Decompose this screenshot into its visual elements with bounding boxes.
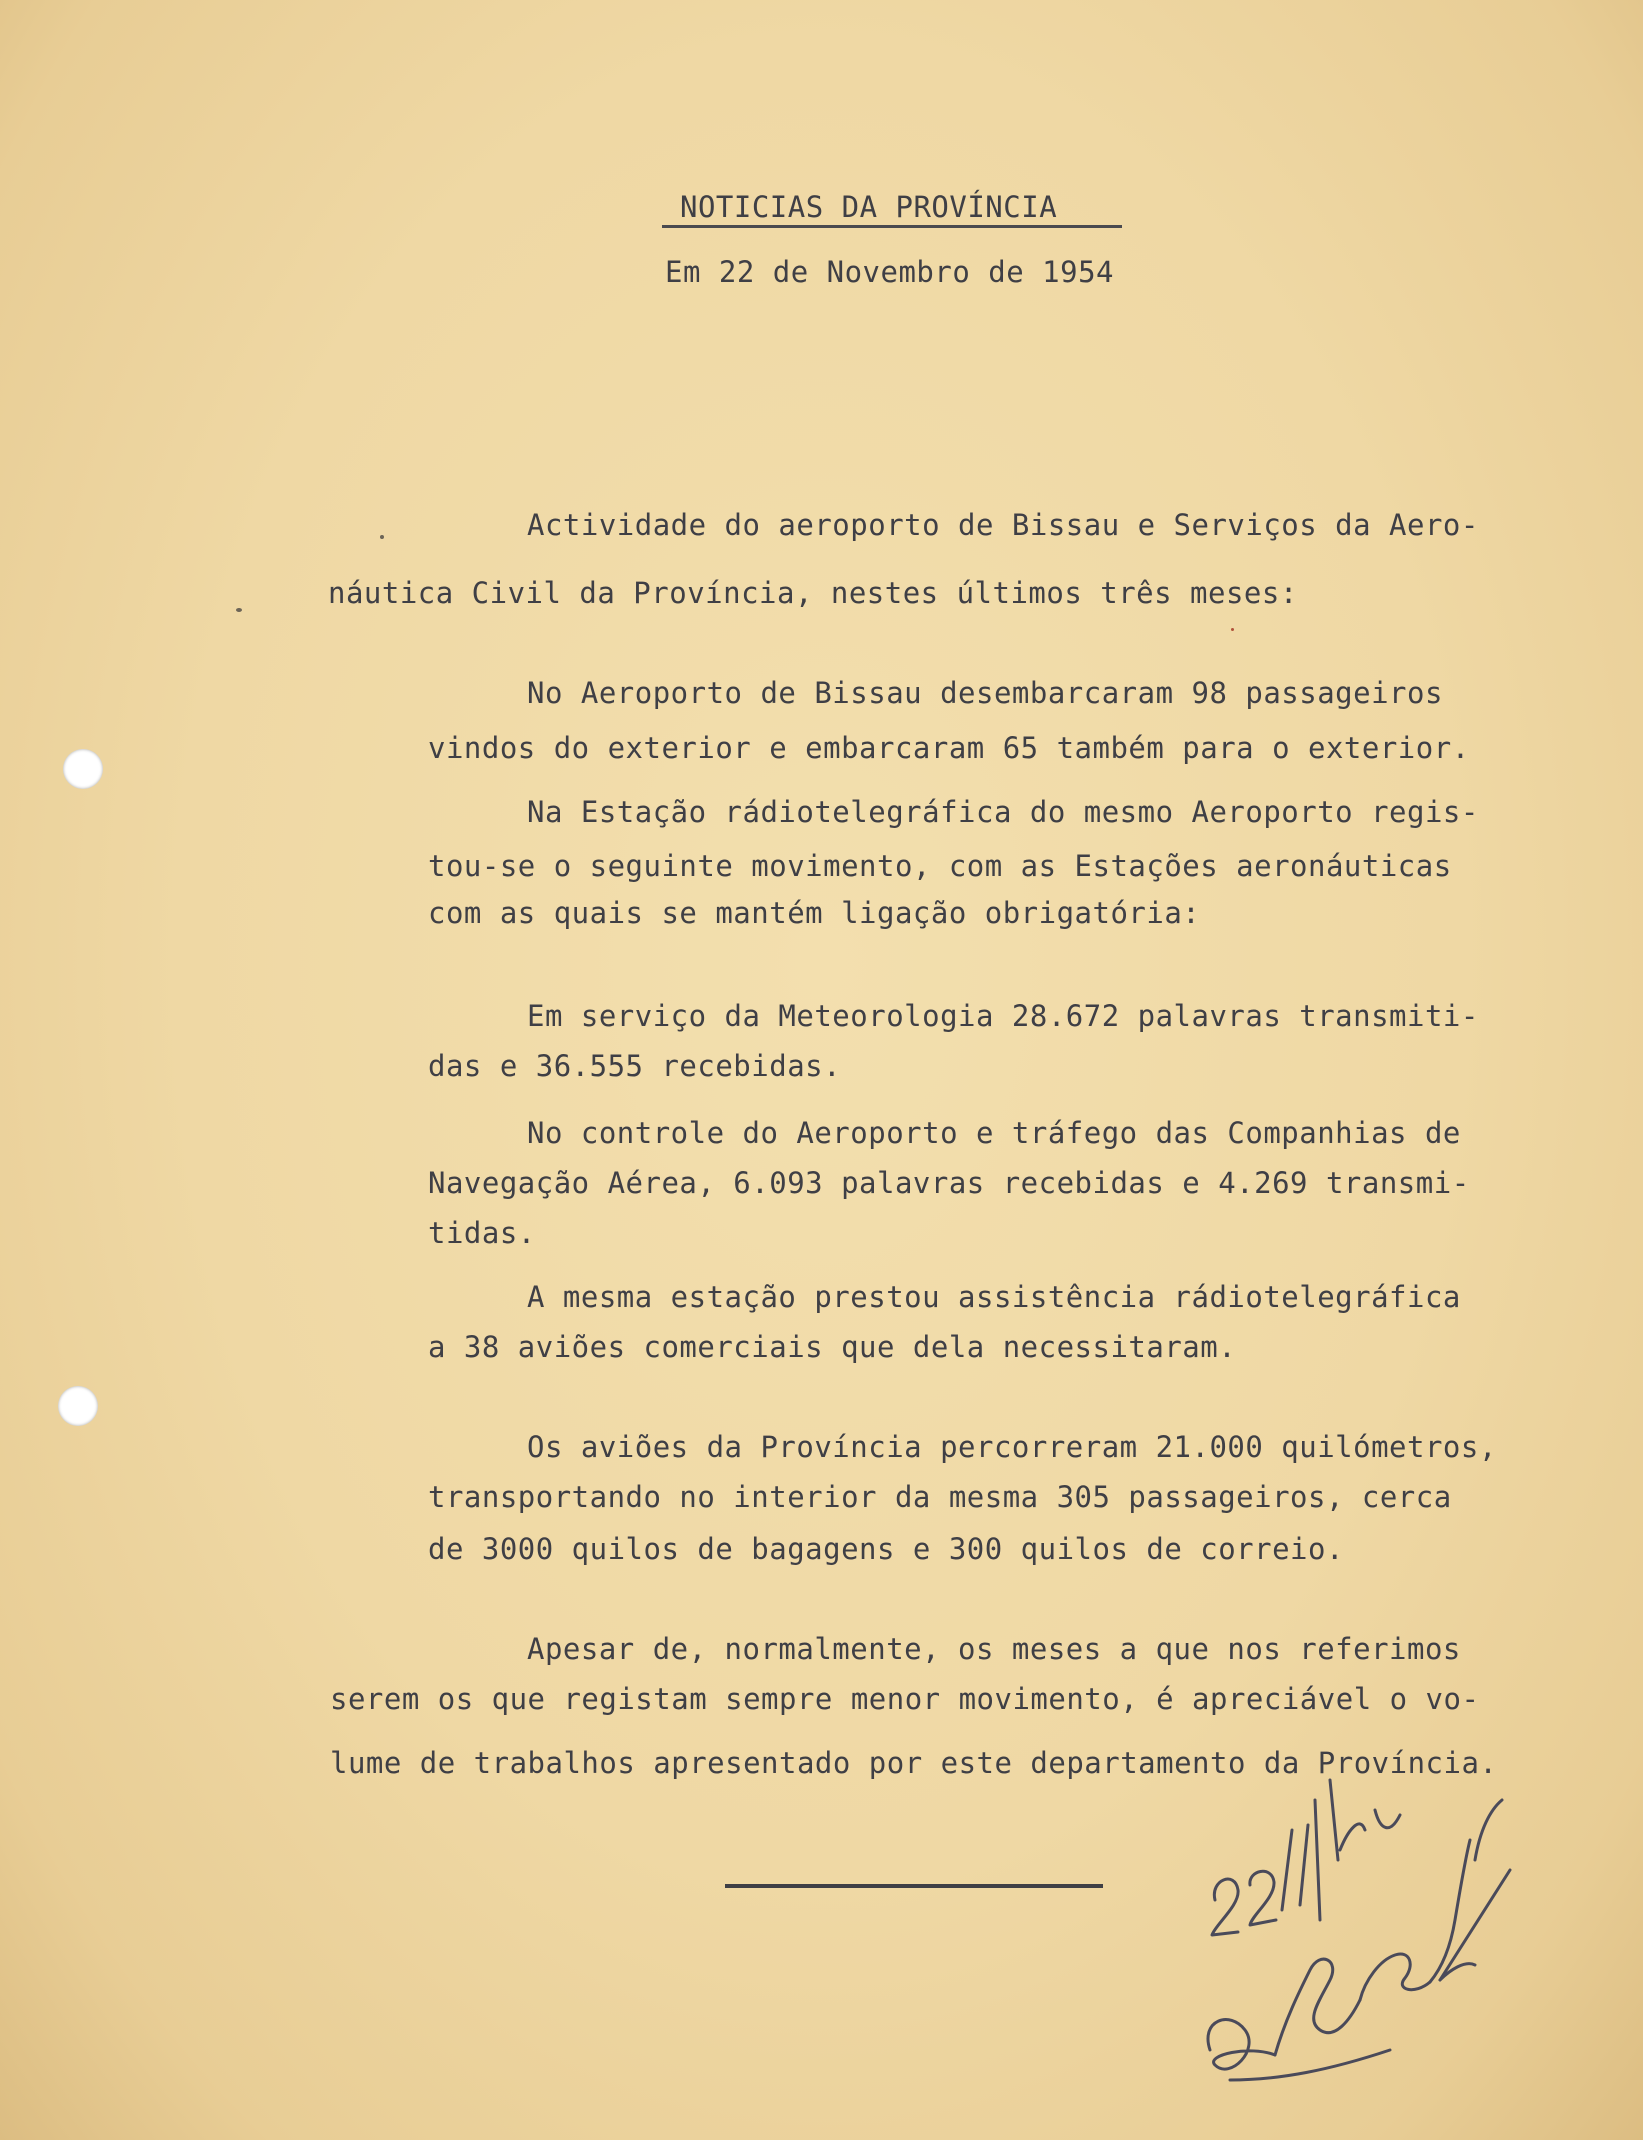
paper-speck [1231,628,1234,631]
intro-line-1: Actividade do aeroporto de Bissau e Serviços da Aero- [527,508,1479,542]
para1-line-2: vindos do exterior e embarcaram 65 também para o exterior. [428,731,1470,765]
para3-line-2: das e 36.555 recebidas. [428,1049,842,1083]
para7-line-3: lume de trabalhos apresentado por este departamento da Província. [330,1746,1498,1780]
para6-line-2: transportando no interior da mesma 305 passageiros, cerca [428,1480,1452,1514]
para2-line-3: com as quais se mantém ligação obrigatória: [428,896,1201,930]
para3-line-1: Em serviço da Meteorologia 28.672 palavras transmiti- [527,999,1479,1033]
punch-hole-top [63,749,103,789]
para6-line-1: Os aviões da Província percorreram 21.000 quilómetros, [527,1430,1497,1464]
para6-line-3: de 3000 quilos de bagagens e 300 quilos de correio. [428,1532,1344,1566]
para7-line-1: Apesar de, normalmente, os meses a que nos referimos [527,1632,1461,1666]
para4-line-2: Navegação Aérea, 6.093 palavras recebidas e 4.269 transmi- [428,1166,1470,1200]
title-underline [662,225,1122,228]
para5-line-2: a 38 aviões comerciais que dela necessitaram. [428,1330,1237,1364]
para1-line-1: No Aeroporto de Bissau desembarcaram 98 passageiros [527,676,1443,710]
document-date: Em 22 de Novembro de 1954 [665,255,1114,289]
document-title: NOTICIAS DA PROVÍNCIA [680,190,1058,224]
intro-line-2: náutica Civil da Província, nestes últimos três meses: [328,576,1298,610]
para5-line-1: A mesma estação prestou assistência rádiotelegráfica [527,1280,1461,1314]
para4-line-1: No controle do Aeroporto e tráfego das Companhias de [527,1116,1461,1150]
paper-speck [236,608,242,612]
para7-line-2: serem os que registam sempre menor movimento, é apreciável o vo- [330,1682,1480,1716]
punch-hole-bottom [58,1386,98,1426]
closing-rule [725,1884,1103,1888]
handwritten-signature [1190,1720,1540,2110]
para2-line-1: Na Estação rádiotelegráfica do mesmo Aeroporto regis- [527,795,1479,829]
para2-line-2: tou-se o seguinte movimento, com as Estações aeronáuticas [428,849,1452,883]
para4-line-3: tidas. [428,1216,536,1250]
paper-speck [380,535,384,539]
